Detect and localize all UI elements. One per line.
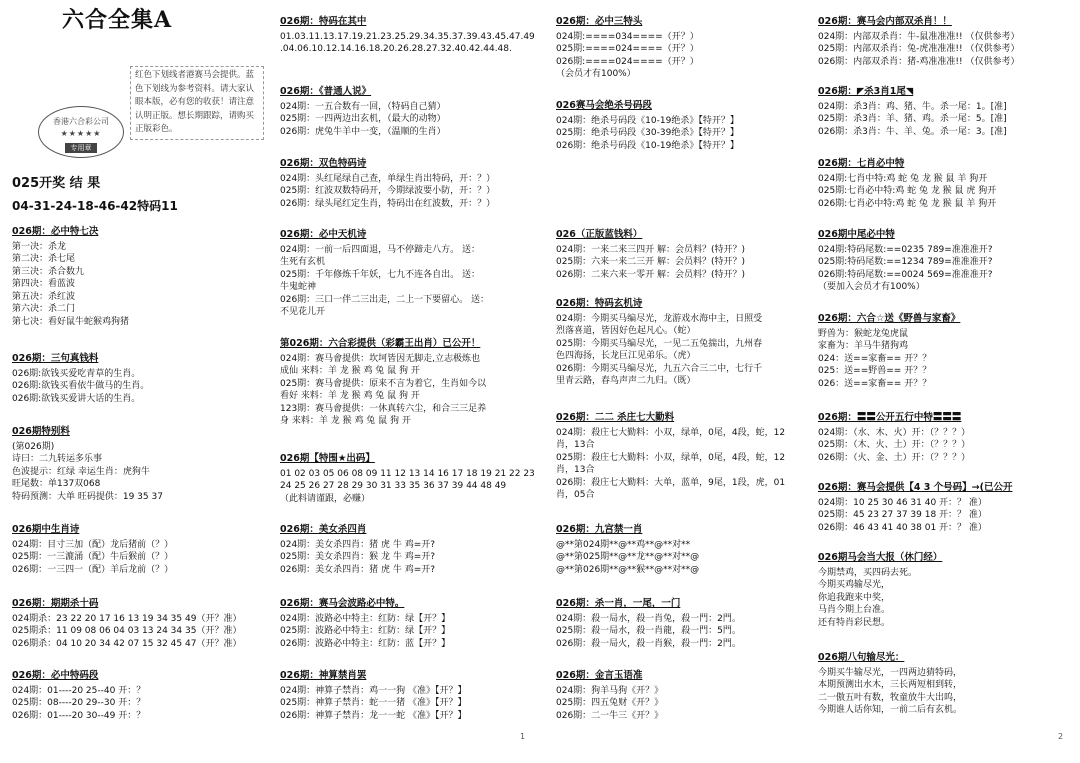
section-title: 026期：必中天机诗 bbox=[280, 229, 367, 240]
section-line: 今期买鸡输尽光， bbox=[818, 580, 891, 590]
section-line: 024期：内部双杀肖：牛-鼠准准准!! （仅供参考） bbox=[818, 31, 1020, 42]
section-block bbox=[280, 524, 542, 576]
section-line: 026期：一三四一（配）羊后龙前（？） bbox=[12, 564, 174, 575]
section-line: .04.06.10.12.14.16.18.20.26.28.27.32.40.42.44.48. bbox=[280, 44, 512, 54]
section-line: 024期：一五合数有一回，（特码自己猜） bbox=[280, 101, 446, 112]
section-line: 本期预测出水木，三长两短相到转， bbox=[818, 680, 963, 690]
section-line: （要加入会员才有100%） bbox=[818, 282, 925, 292]
section-line: 024期：波路必中特主：红防：绿【开？】 bbox=[280, 613, 451, 624]
seal-stars: ★★★★★ bbox=[60, 129, 102, 138]
section-title: 026期：特码玄机诗 bbox=[556, 298, 643, 309]
section-line: 看好 来料：羊 龙 猴 鸡 兔 鼠 狗 开 bbox=[280, 391, 420, 401]
section-block bbox=[556, 412, 806, 502]
section-title: 026期：必中三特头 bbox=[556, 16, 643, 27]
section-title: 026期：双色特码诗 bbox=[280, 158, 367, 169]
section-block bbox=[280, 453, 542, 505]
section-block bbox=[556, 298, 806, 388]
section-block bbox=[280, 598, 542, 650]
section-block bbox=[818, 482, 1073, 534]
section-line: 不见花儿开 bbox=[280, 307, 326, 317]
section-line: 025期:七肖必中特:鸡 蛇 兔 龙 猴 鼠 虎 狗开 bbox=[818, 186, 997, 196]
section-block bbox=[818, 313, 1073, 390]
section-line: 024期：殺庄七大勤料：小双，绿单，0尾，4段，蛇，12 bbox=[556, 427, 786, 438]
section-line: 025期：红波双数特码开，今期绿波要小防，开：？） bbox=[280, 186, 496, 196]
section-line: 牛鬼蛇神 bbox=[280, 282, 317, 292]
section-line: 025期杀：11 09 08 06 04 03 13 24 34 35（开？准） bbox=[12, 626, 242, 636]
section-line: 026期：二一牛三《开？》 bbox=[556, 710, 664, 721]
section-title: 026期：〓〓公开五行中特〓〓〓 bbox=[818, 412, 962, 423]
section-title: 026期【特围★出码】 bbox=[280, 453, 375, 464]
section-line: 肖，05合 bbox=[556, 490, 595, 500]
section-line: 024期：杀3肖：鸡、猪、牛。杀一尾：1。[准] bbox=[818, 101, 1007, 112]
section-line: 024期：殺一局水，殺一肖兔，殺一門：2門。 bbox=[556, 613, 741, 624]
section-line: @**第026期**@**猴**@**对**@ bbox=[556, 564, 700, 575]
section-line: 026期：神算子禁肖：龙一一蛇 《准》【开？】 bbox=[280, 710, 467, 721]
section-title: 026赛马会绝杀号码段 bbox=[556, 100, 652, 111]
section-line: 马肖今期上台准。 bbox=[818, 605, 891, 615]
section-line: 026期：46 43 41 40 38 01 开：？ 准） bbox=[818, 522, 987, 533]
section-block bbox=[280, 86, 542, 138]
company-seal bbox=[38, 106, 124, 158]
section-line: 025期：（木、火、土）开：（？？？） bbox=[818, 440, 971, 450]
seal-bottom-text: 专用章 bbox=[65, 143, 97, 153]
section-title: 026期：神算禁肖罢 bbox=[280, 670, 367, 681]
section-title: 026期：杀一肖，一尾，一门 bbox=[556, 598, 681, 609]
section-line: 025：送==野兽== 开？？ bbox=[818, 366, 932, 376]
section-line: 025期：内部双杀肖：兔-虎准准准!! （仅供参考） bbox=[818, 44, 1020, 54]
section-line: 025期：四五兔财《开？》 bbox=[556, 698, 664, 708]
section-line: 026期：杀3肖：牛、羊、兔。杀一尾：3。[准] bbox=[818, 126, 1007, 137]
page-title: 六合全集A bbox=[62, 7, 173, 33]
section-line: 024期：绝杀号码段《10-19绝杀》【特开？】 bbox=[556, 115, 739, 126]
section-line: 身 来料：羊 龙 猴 鸡 兔 鼠 狗 开 bbox=[280, 416, 411, 426]
section-line: 025期：一三漉涌（配）牛后猴前（？） bbox=[12, 552, 174, 562]
section-block bbox=[280, 338, 542, 428]
section-line: 025期：45 23 27 37 39 18 开：？ 准） bbox=[818, 510, 987, 520]
section-title: 026期中生肖诗 bbox=[12, 524, 80, 535]
section-line: 026期：今期买马编尽光，九五六合三二中，七行千 bbox=[556, 363, 763, 374]
section-title: 026期：三句真钱料 bbox=[12, 353, 99, 364]
section-block bbox=[556, 229, 806, 281]
section-line: 026期：虎兔牛羊中一变，（温顺的生肖） bbox=[280, 126, 446, 137]
section-block bbox=[12, 524, 262, 576]
page-number-left: 1 bbox=[520, 732, 526, 741]
section-block bbox=[12, 670, 262, 722]
section-block bbox=[280, 16, 542, 56]
section-block bbox=[12, 226, 262, 328]
section-line: 026期：波路必中特主：红防：蓝【开？】 bbox=[280, 638, 451, 649]
section-line: 里青云路，春鸟声声二九归。（既） bbox=[556, 376, 696, 386]
section-line: 今期买牛输尽光，一四两边猜特码， bbox=[818, 667, 963, 678]
section-line: 肖，13合 bbox=[556, 440, 595, 450]
section-line: 026期：殺庄七大勤料：大单，蓝单，9尾，1段，虎，01 bbox=[556, 477, 786, 488]
section-title: 026期中尾必中特 bbox=[818, 229, 895, 240]
section-line: 第四决：看蓝波 bbox=[12, 279, 76, 289]
section-line: 01 02 03 05 06 08 09 11 12 13 14 16 17 18 19 21 22 23 bbox=[280, 468, 535, 479]
section-block bbox=[12, 598, 262, 650]
section-line: 今期禁鸡，买四码去死。 bbox=[818, 567, 918, 578]
section-line: 026期：（火、金、土）开：（？？？） bbox=[818, 452, 971, 463]
section-block bbox=[556, 524, 806, 576]
section-title: 026期：赛马会内部双杀肖！！ bbox=[818, 16, 952, 27]
section-title: 026期特别料 bbox=[12, 426, 70, 437]
section-title: 026期：《普通人说》 bbox=[280, 86, 372, 97]
section-line: 成仙 来料：羊 龙 猴 鸡 兔 鼠 狗 开 bbox=[280, 366, 420, 376]
section-title: 026期：六合☆送《野兽与家畜》 bbox=[818, 313, 961, 324]
section-line: 024：送==家畜== 开？？ bbox=[818, 353, 932, 364]
section-line: @**第024期**@**鸡**@**对** bbox=[556, 539, 691, 550]
section-line: 025期：波路必中特主：红防：绿【开？】 bbox=[280, 626, 451, 636]
section-line: 026期:七肖必中特:鸡 蛇 兔 龙 猴 鼠 羊 狗开 bbox=[818, 198, 997, 209]
section-title: 026期：美女杀四肖 bbox=[280, 524, 367, 535]
section-line: 026期:特码尾数:==0024 569=准准准开? bbox=[818, 269, 993, 280]
section-line: 第五决：杀红波 bbox=[12, 291, 76, 302]
section-line: 025期：一四两边出玄机，（最大的动物） bbox=[280, 114, 446, 124]
section-line: 第二决：杀七尾 bbox=[12, 254, 76, 264]
section-line: 第三决：杀合数九 bbox=[12, 266, 85, 277]
section-line: 024期：一前一后四面退，马不停蹄走八方。 送： bbox=[280, 244, 481, 255]
section-line: 024期：01----20 25--40 开：？ bbox=[12, 685, 146, 696]
section-block bbox=[818, 229, 1073, 294]
section-line: 024期：头红尾绿自己查，单绿生肖出特码，开：？） bbox=[280, 173, 496, 184]
section-block bbox=[818, 16, 1073, 68]
section-line: 025期：神算子禁肖：蛇一一猪 《准》【开？】 bbox=[280, 698, 467, 708]
section-line: @**第025期**@**龙**@**对**@ bbox=[556, 552, 700, 562]
section-line: 色波提示：红绿 幸运生肖：虎狗牛 bbox=[12, 466, 150, 477]
section-block bbox=[556, 670, 806, 722]
section-line: 024期：狗羊马狗《开？》 bbox=[556, 685, 664, 696]
section-block bbox=[818, 552, 1073, 629]
section-line: 025期：殺庄七大勤料：小双，绿单，0尾，4段，蛇，12 bbox=[556, 452, 786, 463]
section-line: 026期：01----20 30--49 开：？ bbox=[12, 710, 146, 721]
section-line: 还有特肖彩民想。 bbox=[818, 617, 891, 628]
section-block bbox=[818, 158, 1073, 210]
section-line: 024期:特码尾数:==0235 789=准准准开? bbox=[818, 244, 993, 255]
section-line: 24 25 26 27 28 29 30 31 33 35 36 37 39 44 48 49 bbox=[280, 481, 507, 491]
section-line: 025期：千年修炼千年妖，七九不连各自出。 送： bbox=[280, 269, 481, 280]
section-line: 025期：赛马會提供：原来不言为着它，生肖如今以 bbox=[280, 378, 487, 389]
section-line: 026：送==家畜== 开？？ bbox=[818, 378, 932, 389]
section-line: 024期:====034====（开？） bbox=[556, 31, 699, 42]
section-line: 025期：今期买马编尽光，一见二五兔揣出，九州春 bbox=[556, 338, 763, 349]
section-line: 野兽为：猴蛇龙兔虎鼠 bbox=[818, 328, 909, 339]
section-line: 诗曰：二九转运多乐事 bbox=[12, 454, 103, 464]
notice-box: 红色下划线者港赛马会提供。蓝色下划线为参考资料。请大家认眼本版，必有您的收获！请注意认明正版。想长期跟踪，请购买正版彩色。 bbox=[130, 66, 264, 140]
section-line: 025期：六来一来二三开 解：会员料？(特开？) bbox=[556, 257, 746, 267]
section-block bbox=[556, 16, 806, 81]
seal-top-text: 香港六合彩公司 bbox=[53, 117, 109, 126]
section-line: 024期：神算子禁肖：鸡一一狗 《准》【开？】 bbox=[280, 685, 467, 696]
section-line: 你追我跑来中奖， bbox=[818, 592, 891, 603]
section-line: 024期：赛马會提供：坎坷皆因无脚走,立志极炼也 bbox=[280, 353, 481, 364]
section-block bbox=[818, 412, 1073, 464]
section-line: 025期:====024====（开？） bbox=[556, 44, 699, 54]
section-block bbox=[818, 86, 1073, 138]
section-line: 第一决：杀龙 bbox=[12, 241, 67, 252]
section-line: （会员才有100%） bbox=[556, 69, 636, 79]
section-line: 026期杀：04 10 20 34 42 07 15 32 45 47（开？准） bbox=[12, 638, 242, 649]
section-line: 026期：三口一伴二三出走，二上一下要留心。 送： bbox=[280, 294, 490, 305]
section-line: 肖，13合 bbox=[556, 465, 595, 475]
section-line: 024期：美女杀四肖：猪 虎 牛 鸡=开? bbox=[280, 539, 436, 550]
section-line: 生死有玄机 bbox=[280, 257, 326, 267]
result-heading: 025开奖 结 果 bbox=[12, 176, 101, 191]
section-title: 026期八句输尽光： bbox=[818, 652, 905, 663]
section-line: 024期：目寸三加（配）龙后猪前（？） bbox=[12, 539, 174, 550]
section-title: 026期：七肖必中特 bbox=[818, 158, 905, 169]
result-numbers: 04-31-24-18-46-42特码11 bbox=[12, 199, 178, 213]
section-title: 026期马会当大报（休门经） bbox=[818, 552, 943, 563]
section-line: 026期:欲钱买爱吃青草的生肖。 bbox=[12, 368, 141, 379]
section-block bbox=[556, 100, 806, 152]
section-line: 024期：（水、木、火）开：（？？？） bbox=[818, 427, 971, 438]
section-line: 025期:特码尾数:==1234 789=准准准开? bbox=[818, 257, 993, 267]
section-block bbox=[556, 598, 806, 650]
section-line: 今期谁人话你知，一前二后有玄机。 bbox=[818, 705, 963, 715]
section-line: 026期:欲钱买爱讲大话的生肖。 bbox=[12, 393, 141, 404]
section-line: 026期:====024====（开？） bbox=[556, 56, 699, 67]
section-line: 026期：绿头尾红定生肖，特码出在红波数，开：？） bbox=[280, 198, 496, 209]
section-line: 026期：二来六来一零开 解：会员料？(特开？) bbox=[556, 269, 746, 280]
section-title: 026期：二二 杀庄七大勤料 bbox=[556, 412, 675, 423]
section-block bbox=[12, 353, 262, 405]
section-title: 026期：金言玉语准 bbox=[556, 670, 643, 681]
section-line: 025期：殺一局水，殺一肖龍，殺一門：5門。 bbox=[556, 626, 741, 636]
section-line: 024期：10 25 30 46 31 40 开：？ 准） bbox=[818, 497, 987, 508]
section-line: 026期：美女杀四肖：猪 虎 牛 鸡=开? bbox=[280, 564, 436, 575]
section-line: 024期：今期买马编尽光，龙游戏水海中主，日照受 bbox=[556, 313, 763, 324]
section-line: 二一傲五叶有数，牧童放牛大出呜， bbox=[818, 692, 963, 703]
page-number-right: 2 bbox=[1058, 732, 1064, 741]
section-block bbox=[12, 426, 262, 503]
section-line: 家畜为：羊马牛猪狗鸡 bbox=[818, 341, 909, 351]
section-line: 025期：绝杀号码段《30-39绝杀》【特开？】 bbox=[556, 128, 739, 138]
section-line: 026期：殺一局火，殺一肖猴，殺一門：2門。 bbox=[556, 638, 741, 649]
section-block bbox=[280, 158, 542, 210]
section-line: 025期：杀3肖：羊、猪、鸡。杀一尾：5。[准] bbox=[818, 114, 1007, 124]
section-line: 色四海扬，长龙巨江见弟乐。（虎） bbox=[556, 351, 696, 361]
section-line: 旺尾数：单137双068 bbox=[12, 479, 101, 489]
section-block bbox=[280, 670, 542, 722]
section-line: 024期杀：23 22 20 17 16 13 19 34 35 49（开？准） bbox=[12, 613, 242, 624]
section-line: 特码预测：大单 旺码提供：19 35 37 bbox=[12, 491, 163, 502]
section-title: 026期：特码在其中 bbox=[280, 16, 367, 27]
section-block bbox=[818, 652, 1073, 717]
section-line: 026期：内部双杀肖：猪-鸡准准准!! （仅供参考） bbox=[818, 56, 1020, 67]
section-line: 026期：绝杀号码段《10-19绝杀》【特开？】 bbox=[556, 140, 739, 151]
section-line: 024期:七肖中特:鸡 蛇 兔 龙 猴 鼠 羊 狗开 bbox=[818, 173, 988, 184]
section-line: （此料请谨跟，必赚） bbox=[280, 493, 371, 504]
section-title: 026期：期期杀十码 bbox=[12, 598, 99, 609]
section-title: 026期：必中特码段 bbox=[12, 670, 99, 681]
section-line: 026期:欲钱买看依牛做马的生肖。 bbox=[12, 381, 150, 391]
section-title: 026期：赛马会波路必中特。 bbox=[280, 598, 405, 609]
section-line: (第026期) bbox=[12, 441, 55, 452]
section-line: 123期：赛马會提供：一休真转六尘，和合三三足养 bbox=[280, 403, 487, 414]
section-title: 026期：赛马会提供【4 3 个号码】→(已公开 bbox=[818, 482, 1013, 493]
section-line: 第七决：看好鼠牛蛇猴鸡狗猪 bbox=[12, 316, 130, 327]
section-title: 026（正版蓝钱料） bbox=[556, 229, 643, 240]
section-title: 026期：必中特七决 bbox=[12, 226, 99, 237]
section-title: 026期：◤杀3肖1尾◥ bbox=[818, 86, 914, 97]
section-title: 第026期：六合彩提供（彩霸王出肖）已公开！ bbox=[280, 338, 481, 349]
section-line: 025期：08----20 29--30 开：？ bbox=[12, 698, 146, 708]
section-line: 025期：美女杀四肖：猴 龙 牛 鸡=开? bbox=[280, 552, 436, 562]
section-line: 024期：一来二来三四开 解：会员料？(特开？) bbox=[556, 244, 746, 255]
section-block bbox=[280, 229, 542, 319]
section-line: 01.03.11.13.17.19.21.23.25.29.34.35.37.39.43.45.47.49 bbox=[280, 31, 535, 42]
section-title: 026期：九宫禁一肖 bbox=[556, 524, 643, 535]
section-line: 第六决：杀二门 bbox=[12, 304, 76, 314]
section-line: 烈落喜道，皆因好色起凡心。（蛇） bbox=[556, 326, 696, 336]
